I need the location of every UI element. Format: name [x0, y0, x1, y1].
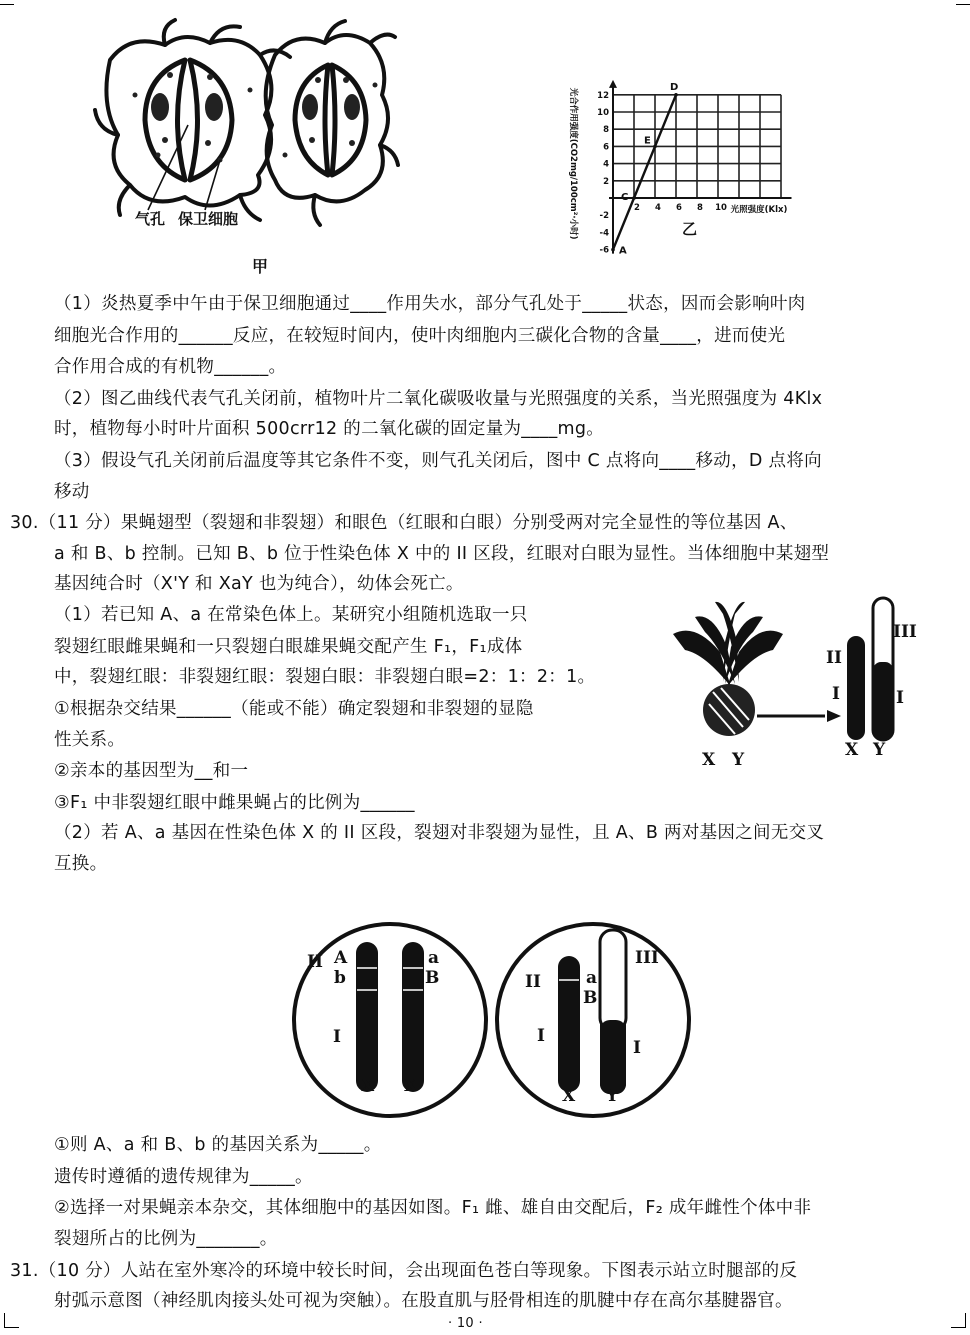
cell-right-label-a: a [586, 968, 598, 988]
y-tick-label: 12 [597, 90, 609, 101]
cell-left-label-2: II [307, 952, 323, 972]
xy-label-y: Y [873, 740, 886, 760]
x-tick-label: 8 [697, 203, 703, 213]
crop-mark-top-left [0, 4, 14, 19]
q31-line2: 射弧示意图（神经肌肉接头处可视为突触）。在股直肌与胫骨相连的肌腱中存在高尔基腱器官。 [54, 1291, 793, 1311]
q30-1-sub2: ②亲本的基因型为__和一 [54, 761, 249, 781]
y-tick-label: 8 [603, 125, 609, 136]
q29-1-line1: （1）炎热夏季中午由于保卫细胞通过____作用失水，部分气孔处于_____状态，因而会影响叶肉 [54, 294, 806, 314]
q30-intro-line2: a 和 B、b 控制。已知 B、b 位于性染色体 X 中的 II 区段，红眼对白眼为显性。当体细胞中某翅型 [54, 544, 830, 564]
xy-label-1-right: I [896, 688, 904, 708]
cell-right-label-y: Y [606, 1086, 619, 1106]
female-x-chromosome-1 [356, 942, 378, 1092]
y-tick-label: -4 [599, 228, 609, 239]
x-chromosome-small [847, 636, 865, 740]
q30-1-line2: 裂翅红眼雌果蝇和一只裂翅白眼雄果蝇交配产生 F₁，F₁成体 [54, 637, 523, 657]
q29-2-line2: 时，植物每小时叶片面积 500crr12 的二氧化碳的固定量为____mg。 [54, 419, 605, 439]
nucleus-right-a [302, 94, 318, 120]
cell-right-label-x: X [562, 1086, 576, 1106]
q30-intro-line1: 30.（11 分）果蝇翅型（裂翅和非裂翅）和眼色（红眼和白眼）分别受两对完全显性的等位基因 A、 [10, 513, 798, 533]
cell-left-label-B: B [425, 968, 440, 988]
x-tick-label: 2 [634, 203, 640, 213]
point-c [632, 196, 636, 200]
q30-intro-line3: 基因纯合时（X'Y 和 XaY 也为纯合），幼体会死亡。 [54, 574, 464, 594]
y-tick-label: 6 [603, 142, 609, 153]
figure-jia-caption: 甲 [252, 257, 269, 276]
xy-label-x-bottom: X [702, 750, 716, 770]
y-tick-label: 2 [603, 176, 609, 187]
point-label-e: E [644, 135, 651, 147]
figure-yi-chart [555, 28, 795, 257]
q30-2-line2: 互换。 [54, 854, 108, 874]
cell-left-label-x2: X [404, 1076, 418, 1096]
nucleus-left-b [205, 93, 223, 121]
point-label-a: A [619, 245, 627, 257]
x-tick-label: 4 [655, 203, 661, 213]
crop-mark-bottom-right [951, 1313, 966, 1328]
q30-2-line1: （2）若 A、a 基因在性染色体 X 的 II 区段，裂翅对非裂翅为显性，且 A、B 两对基因之间无交叉 [54, 823, 825, 843]
cell-right-label-B: B [583, 988, 598, 1008]
q29-1-line2: 细胞光合作用的______反应，在较短时间内，使叶肉细胞内三碳化合物的含量____，进而使光 [54, 326, 786, 346]
y-tick-label: -6 [599, 245, 609, 256]
y-axis-arrow [609, 80, 617, 88]
figure-xy-chromosome [665, 592, 905, 772]
q30-2-sub2-line2: 裂翅所占的比例为_______。 [54, 1229, 278, 1249]
q30-2-sub1-line1: ①则 A、a 和 B、b 的基因关系为_____。 [54, 1135, 382, 1155]
q30-2-sub2-line1: ②选择一对果蝇亲本杂交，其体细胞中的基因如图。F₁ 雌、雄自由交配后，F₂ 成年雌性个体中非 [54, 1198, 812, 1218]
label-guard-cell: 保卫细胞 [178, 210, 239, 228]
xy-label-y-bottom: Y [732, 750, 745, 770]
cell-left-label-A: A [334, 948, 348, 968]
point-label-d: D [670, 81, 679, 93]
guard-cell-left-a [145, 60, 185, 180]
q31-line1: 31.（10 分）人站在室外寒冷的环境中较长时间，会出现面色苍白等现象。下图表示站立时腿部的反 [10, 1261, 798, 1281]
q30-2-sub1-line2: 遗传时遵循的遗传规律为_____。 [54, 1167, 313, 1187]
q30-1-line3: 中，裂翅红眼：非裂翅红眼：裂翅白眼：非裂翅白眼=2：1：2：1。 [54, 667, 596, 687]
cell-left-label-b: b [334, 968, 346, 988]
label-stoma: 气孔 [135, 210, 166, 228]
female-x-chromosome-2 [402, 942, 424, 1092]
y-tick-label: 4 [603, 159, 609, 170]
cell-right-label-1-right: I [633, 1038, 641, 1058]
point-d [674, 93, 678, 97]
q30-1-sub3: ③F₁ 中非裂翅红眼中雌果蝇占的比例为______ [54, 793, 415, 813]
cell-left-label-a: a [428, 948, 440, 968]
xy-label-1-left: I [832, 684, 840, 704]
male-x-chromosome [558, 956, 580, 1092]
nucleus-left-a [151, 93, 169, 121]
x-tick-label: 10 [715, 203, 727, 213]
cell-right-label-2: II [525, 972, 541, 992]
xy-label-x: X [845, 740, 859, 760]
cell-right-label-3: III [635, 948, 659, 968]
y-tick-label: -2 [599, 211, 609, 222]
page-number: · 10 · [448, 1316, 483, 1331]
point-e [653, 145, 657, 149]
crop-mark-bottom-left [4, 1313, 19, 1328]
cell-left-label-1: I [333, 1027, 341, 1047]
guard-cell-right-a [295, 65, 328, 175]
q29-3-line1: （3）假设气孔关闭前后温度等其它条件不变，则气孔关闭后，图中 C 点将向____移动，D 点将向 [54, 451, 822, 471]
guard-cell-right-b [332, 65, 366, 175]
crop-mark-top-right [956, 4, 970, 19]
cell-circle-male [497, 924, 689, 1116]
nucleus-right-b [344, 94, 360, 120]
y-tick-label: 10 [597, 108, 609, 118]
y-axis-label: 光合作用强度(CO2mg/100cm²·小时) [568, 87, 578, 240]
q30-1-line1: （1）若已知 A、a 在常染色体上。某研究小组随机选取一只 [54, 605, 528, 625]
q30-1-sub1-line1: ①根据杂交结果______（能或不能）确定裂翅和非裂翅的显隐 [54, 699, 534, 719]
q30-1-sub1-line2: 性关系。 [54, 730, 126, 750]
x-tick-label: 6 [676, 203, 682, 213]
male-y-chromosome [600, 930, 626, 1030]
xy-label-3: III [893, 622, 917, 642]
cell-right-label-1-left: I [537, 1026, 545, 1046]
point-a [611, 248, 615, 252]
q29-2-line1: （2）图乙曲线代表气孔关闭前，植物叶片二氧化碳吸收量与光照强度的关系，当光照强度为 4Klx [54, 389, 823, 409]
xy-label-2: II [826, 648, 842, 668]
x-axis-label: 光照强度(Klx) [730, 205, 788, 215]
figure-yi-caption: 乙 [682, 220, 698, 238]
q29-1-line3: 合作用合成的有机物______。 [54, 357, 287, 377]
series-line [613, 95, 676, 250]
cell-left-label-x1: X [361, 1076, 375, 1096]
q29-3-line2: 移动 [54, 482, 90, 502]
point-label-c: C [621, 192, 629, 203]
